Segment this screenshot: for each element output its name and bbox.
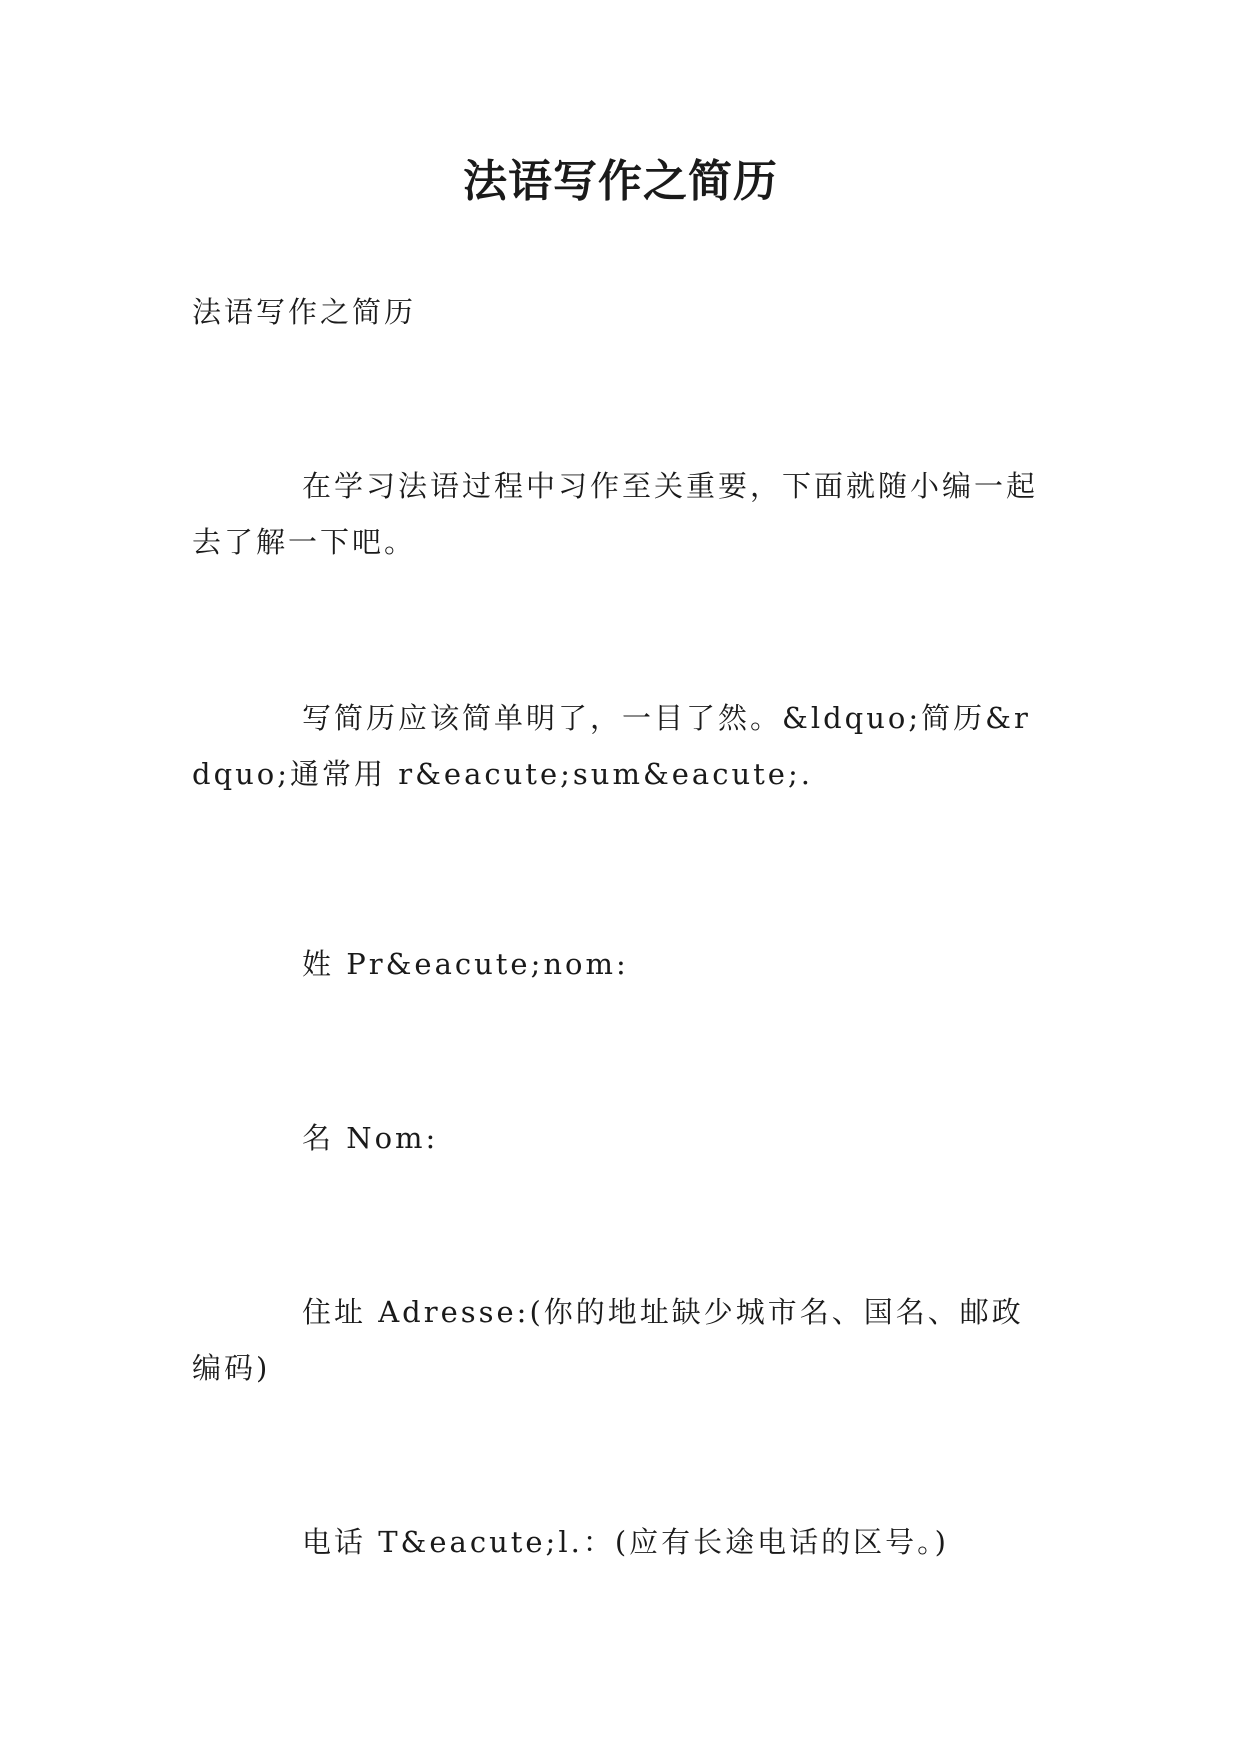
resume-tip-paragraph: 写简历应该简单明了，一目了然。&ldquo;简历&rdquo;通常用 r&eacute;sum&eacute;.: [192, 701, 1031, 791]
intro-paragraph: 在学习法语过程中习作至关重要，下面就随小编一起去了解一下吧。: [192, 469, 1039, 559]
last-name-line: 名 Nom:: [302, 1121, 439, 1155]
first-name-line: 姓 Pr&eacute;nom:: [302, 947, 629, 981]
address-paragraph: 住址 Adresse:(你的地址缺少城市名、国名、邮政编码): [192, 1295, 1024, 1385]
document-title: 法语写作之简历: [463, 156, 778, 207]
phone-line: 电话 T&eacute;l.：(应有长途电话的区号。): [302, 1525, 949, 1559]
subtitle-paragraph: 法语写作之简历: [192, 295, 417, 329]
